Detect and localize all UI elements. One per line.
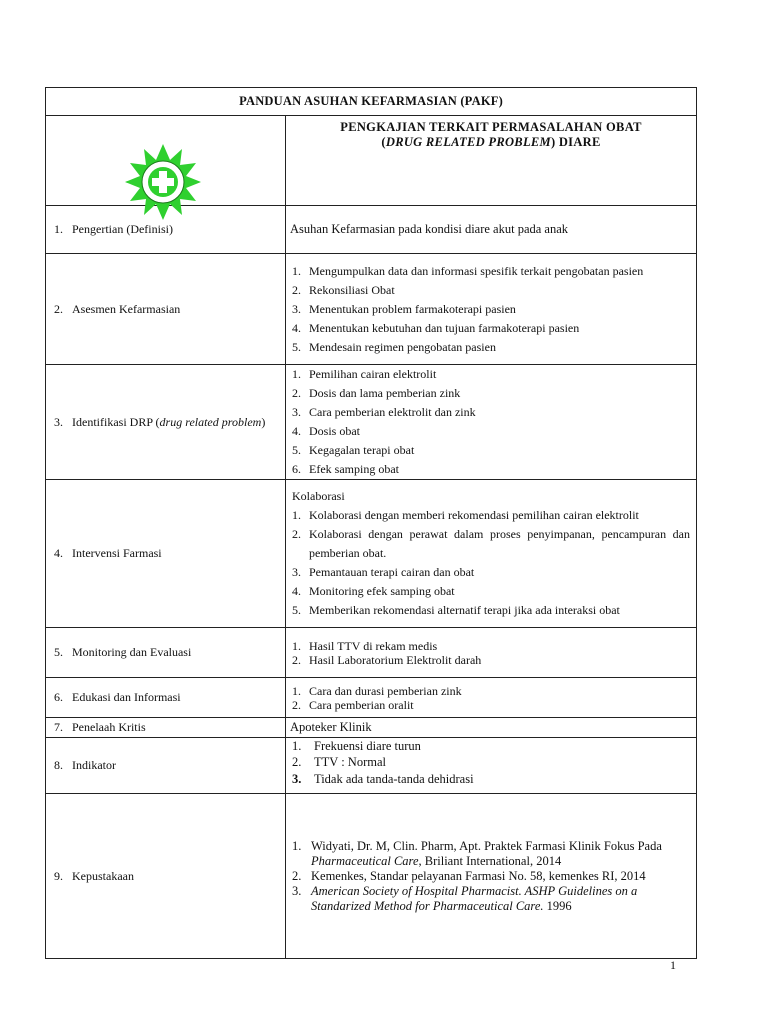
row-content [286,365,697,480]
logo-cell [46,116,286,206]
row-content [286,254,697,365]
list-item: 2. Cara pemberian oralit [292,697,414,712]
list-item: 1. Pemilihan cairan elektrolit [292,367,437,381]
list-item: 2. Hasil Laboratorium Elektrolit darah [292,652,482,667]
list-item: 1. Kolaborasi dengan memberi rekomendasi pemilihan cairan elektrolit [292,508,639,522]
list-item: 3. Cara pemberian elektrolit dan zink [292,405,476,419]
reference-item: 1. Widyati, Dr. M, Clin. Pharm, Apt. Praktek Farmasi Klinik Fokus Pada Pharmaceutical Care, Briliant International, 2014 [292,838,662,868]
row-label: 8. Indikator [46,738,286,794]
list-item: 4. Dosis obat [292,424,360,438]
list-item: 2. Kolaborasi dengan perawat dalam proses penyimpanan, pencampuran dan pemberian obat. [292,527,691,560]
list-item: 5. Kegagalan terapi obat [292,443,415,457]
list-item: 5. Mendesain regimen pengobatan pasien [292,339,496,354]
list-item: 6. Efek samping obat [292,462,399,476]
document-title: PANDUAN ASUHAN KEFARMASIAN (PAKF) [46,88,697,116]
row-content [286,738,697,794]
row-label: 6. Edukasi dan Informasi [46,678,286,718]
list-item: 3. Menentukan problem farmakoterapi pasien [292,301,516,316]
pharmacy-emblem-icon [116,143,210,221]
list-item: 3. Tidak ada tanda-tanda dehidrasi [292,772,474,786]
row-content: Apoteker Klinik [286,718,697,738]
row-label: 3. Identifikasi DRP (drug related problem) [46,365,286,480]
page-number: 1 [670,958,676,972]
list-item: 3. Pemantauan terapi cairan dan obat [292,565,475,579]
list-item: 4. Menentukan kebutuhan dan tujuan farmakoterapi pasien [292,320,580,335]
row-label: 5. Monitoring dan Evaluasi [46,628,286,678]
list-item: 1. Frekuensi diare turun [292,739,421,753]
document-page [45,87,696,959]
list-item: 1. Cara dan durasi pemberian zink [292,683,462,698]
row-content [286,480,697,628]
row-label: 9. Kepustakaan [46,794,286,959]
row-content: Asuhan Kefarmasian pada kondisi diare akut pada anak [286,206,697,254]
list-item: 5. Memberikan rekomendasi alternatif terapi jika ada interaksi obat [292,603,620,617]
reference-item: 3. American Society of Hospital Pharmacist. ASHP Guidelines on a Standarized Method for Pharmaceutical Care. 1996 [292,883,638,913]
reference-item: 2. Kemenkes, Standar pelayanan Farmasi No. 58, kemenkes RI, 2014 [292,868,646,883]
list-item: 2. TTV : Normal [292,755,386,769]
section-heading: Kolaborasi [292,489,345,503]
list-item: 4. Monitoring efek samping obat [292,584,455,598]
header-cell [286,116,697,206]
list-item: 1. Hasil TTV di rekam medis [292,638,438,653]
row-label: 4. Intervensi Farmasi [46,480,286,628]
list-item: 2. Dosis dan lama pemberian zink [292,386,461,400]
row-content [286,794,697,959]
header-line-1: PENGKAJIAN TERKAIT PERMASALAHAN OBAT [340,120,642,134]
row-content [286,628,697,678]
row-content [286,678,697,718]
header-line-2: (DRUG RELATED PROBLEM) DIARE [381,135,601,149]
list-item: 1. Mengumpulkan data dan informasi spesifik terkait pengobatan pasien [292,263,644,278]
list-item: 2. Rekonsiliasi Obat [292,282,395,297]
pakf-table [45,87,697,959]
row-label: 2. Asesmen Kefarmasian [46,254,286,365]
row-label: 1. Pengertian (Definisi) [46,206,286,254]
row-label: 7. Penelaah Kritis [46,718,286,738]
